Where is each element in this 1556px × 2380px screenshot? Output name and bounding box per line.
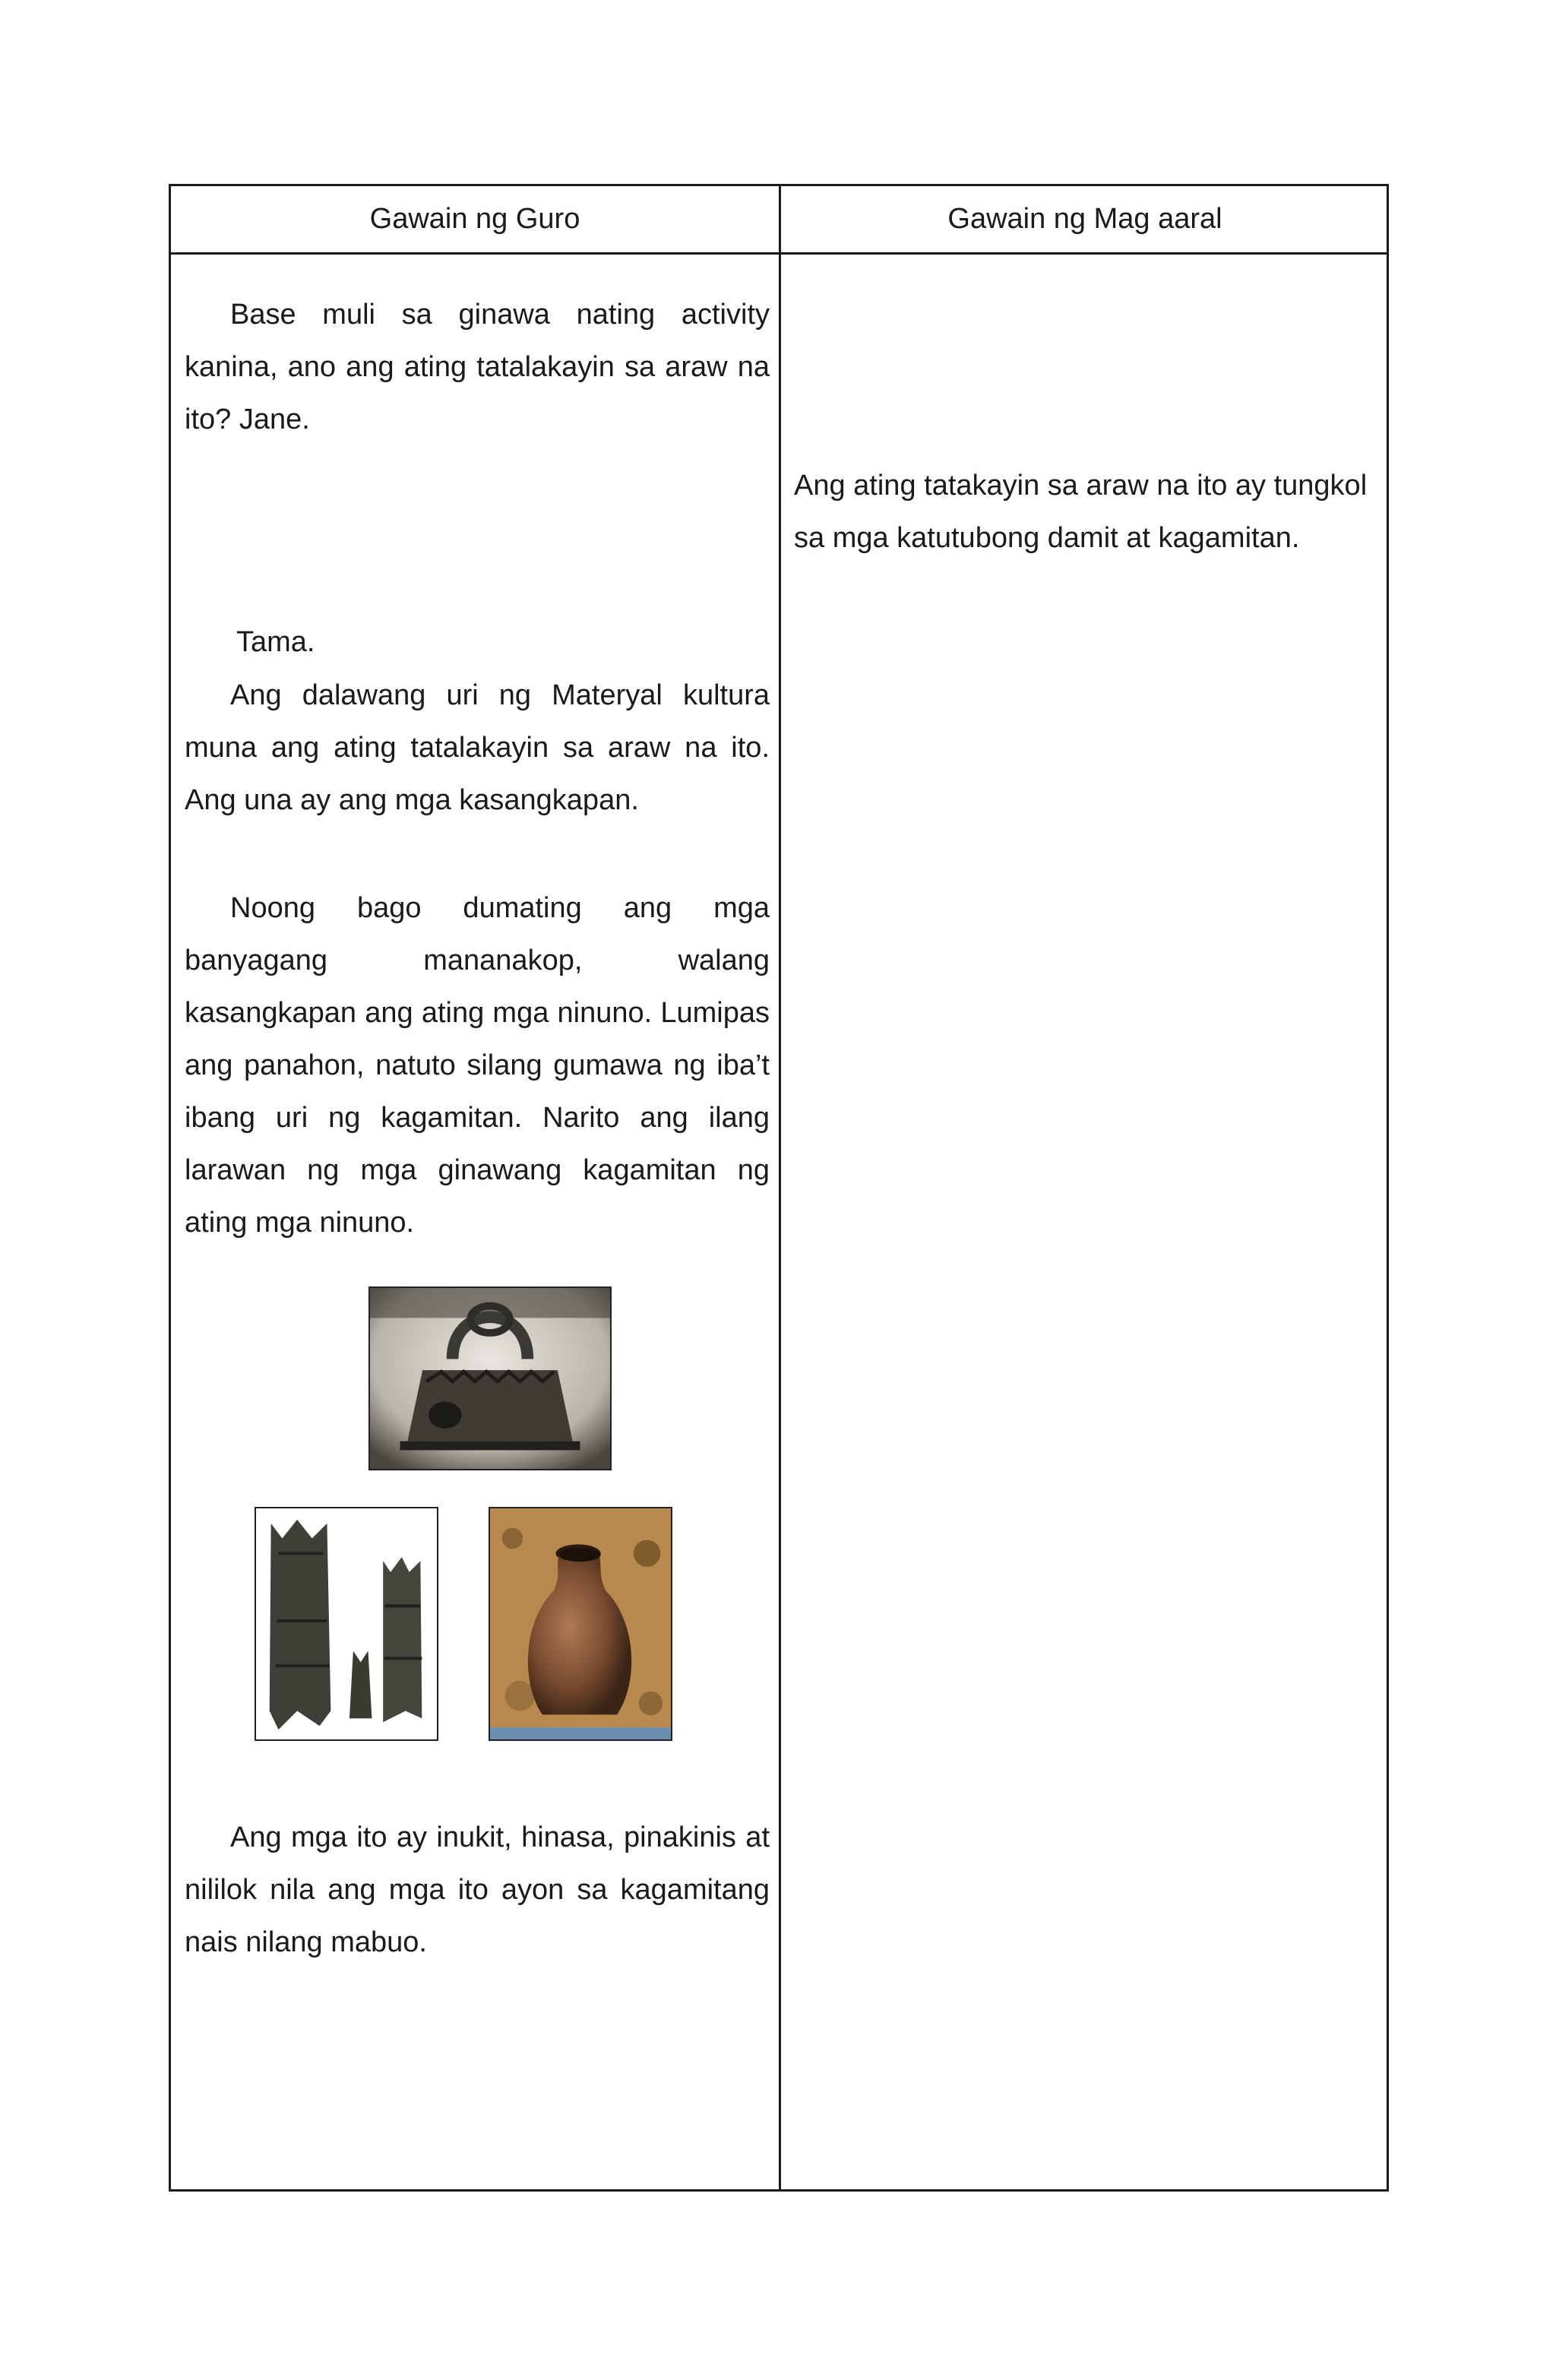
clay-jar-icon: [490, 1508, 671, 1739]
student-answer-paragraph: Ang ating tatakayin sa araw na ito ay tungkol sa mga katutubong damit at kagamitan.: [794, 470, 1368, 554]
column-divider: [779, 186, 781, 2189]
clay-jar-image: [489, 1507, 672, 1741]
antique-iron-image: [368, 1287, 612, 1470]
student-column-header: Gawain ng Mag aaral: [947, 203, 1222, 235]
carved-figures-icon: [256, 1508, 437, 1739]
teacher-topic-paragraph: Ang dalawang uri ng Materyal kultura muna ang ating tatalakayin sa araw na ito. Ang una ay ang mga kasangkapan.: [185, 679, 770, 816]
teacher-affirmation: Tama.: [236, 626, 315, 658]
teacher-history-paragraph: Noong bago dumating ang mga banyagang mananakop, walang kasangkapan ang ating mga ninuno. Lumipas ang panahon, natuto silang gumawa ng iba’t ibang uri ng kagamitan. Narito ang ilang larawan ng mga ginawang kagamitan ng ating mga ninuno.: [185, 892, 770, 1239]
teacher-question-paragraph: Base muli sa ginawa nating activity kanina, ano ang ating tatalakayin sa araw na ito? Jane.: [185, 299, 770, 435]
antique-iron-icon: [370, 1288, 610, 1469]
teacher-craft-paragraph: Ang mga ito ay inukit, hinasa, pinakinis at nililok nila ang mga ito ayon sa kagamitang nais nilang mabuo.: [185, 1821, 770, 1958]
teacher-column-header: Gawain ng Guro: [369, 203, 580, 235]
lesson-table: [169, 184, 1389, 2192]
carved-wooden-figures-image: [255, 1507, 438, 1741]
